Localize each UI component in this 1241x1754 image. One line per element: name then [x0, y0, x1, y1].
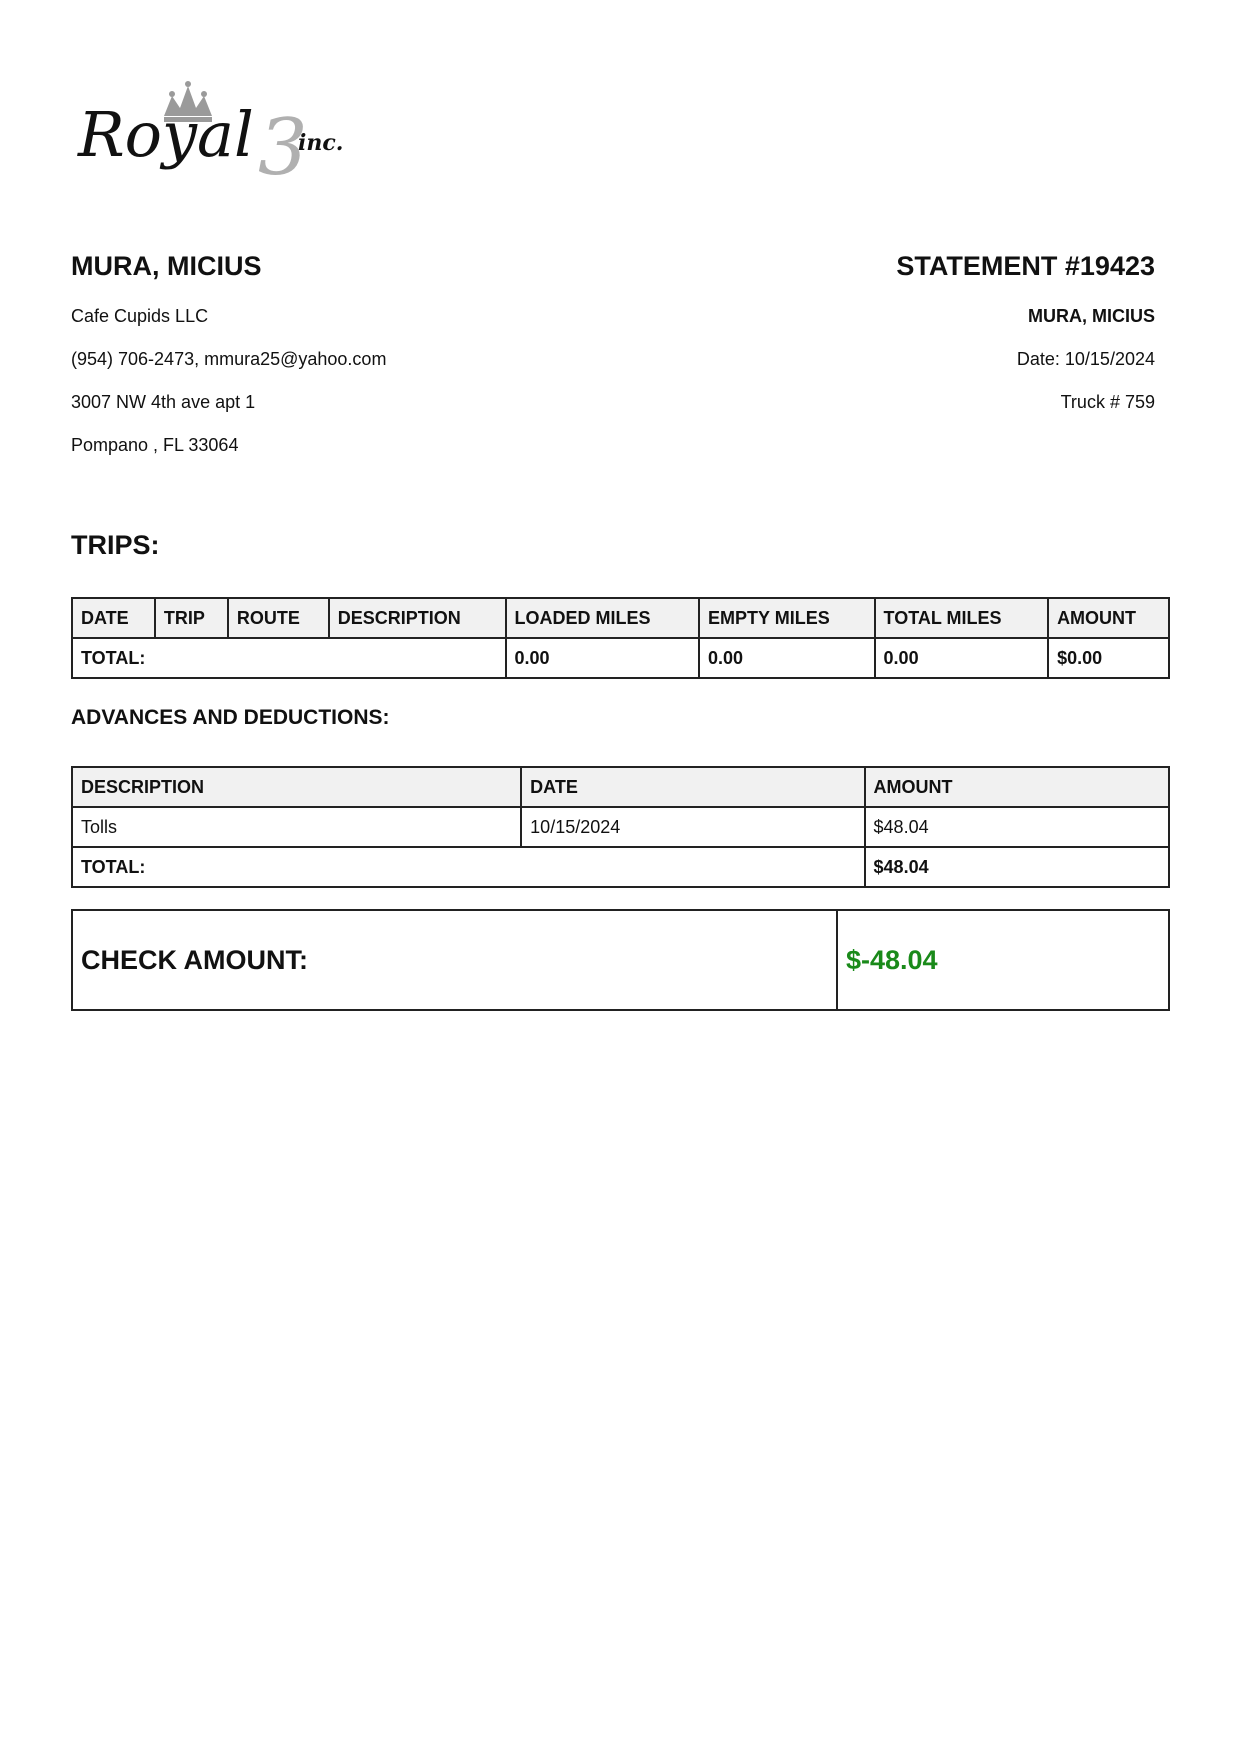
- trips-header-total-miles: TOTAL MILES: [875, 598, 1049, 638]
- customer-info: [71, 248, 387, 455]
- advance-date: 10/15/2024: [521, 807, 864, 847]
- trips-total-loaded: 0.00: [506, 638, 700, 678]
- advances-title: ADVANCES AND DEDUCTIONS:: [71, 706, 390, 729]
- customer-contact: (954) 706-2473, mmura25@yahoo.com: [71, 349, 387, 369]
- trips-table: [71, 597, 1170, 679]
- advances-total-amount: $48.04: [865, 847, 1169, 887]
- logo-wordmark: Royal: [78, 98, 254, 171]
- advances-total-label: TOTAL:: [72, 847, 865, 887]
- royal3-logo-graphic: [76, 78, 386, 196]
- trips-total-amount: $0.00: [1048, 638, 1169, 678]
- trips-total-label: TOTAL:: [72, 638, 506, 678]
- customer-name: MURA, MICIUS: [71, 251, 262, 281]
- advances-header-date: DATE: [521, 767, 864, 807]
- trips-header-row: [72, 598, 1169, 638]
- trips-header-route: ROUTE: [228, 598, 329, 638]
- statement-truck: Truck # 759: [1060, 392, 1155, 412]
- trips-total-row: [72, 638, 1169, 678]
- statement-info: [896, 248, 1155, 412]
- customer-company: Cafe Cupids LLC: [71, 306, 209, 326]
- trips-total-empty: 0.00: [699, 638, 875, 678]
- company-logo: [76, 78, 386, 196]
- check-amount-value: $-48.04: [846, 944, 938, 975]
- statement-date: Date: 10/15/2024: [1016, 349, 1155, 369]
- statement-driver: MURA, MICIUS: [1028, 306, 1155, 326]
- advance-description: Tolls: [72, 807, 521, 847]
- trips-header-empty-miles: EMPTY MILES: [699, 598, 875, 638]
- advance-amount: $48.04: [865, 807, 1169, 847]
- trips-header-date: DATE: [72, 598, 155, 638]
- trips-header-loaded-miles: LOADED MILES: [506, 598, 700, 638]
- advances-header-amount: AMOUNT: [865, 767, 1169, 807]
- statement-title: STATEMENT #19423: [896, 251, 1155, 281]
- customer-address1: 3007 NW 4th ave apt 1: [71, 392, 256, 412]
- logo-suffix: inc.: [298, 130, 344, 156]
- advances-header-row: [72, 767, 1169, 807]
- advances-total-row: [72, 847, 1169, 887]
- trips-title: TRIPS:: [71, 530, 160, 560]
- customer-address2: Pompano , FL 33064: [71, 435, 239, 455]
- logo-numeral: 3: [258, 103, 308, 193]
- advances-header-description: DESCRIPTION: [72, 767, 521, 807]
- trips-header-description: DESCRIPTION: [329, 598, 506, 638]
- trips-total-miles: 0.00: [875, 638, 1049, 678]
- trips-header-amount: AMOUNT: [1048, 598, 1169, 638]
- check-amount-label: CHECK AMOUNT:: [73, 911, 838, 1009]
- advances-table: [71, 766, 1170, 888]
- check-amount-box: [71, 909, 1170, 1011]
- table-row: [72, 807, 1169, 847]
- trips-header-trip: TRIP: [155, 598, 228, 638]
